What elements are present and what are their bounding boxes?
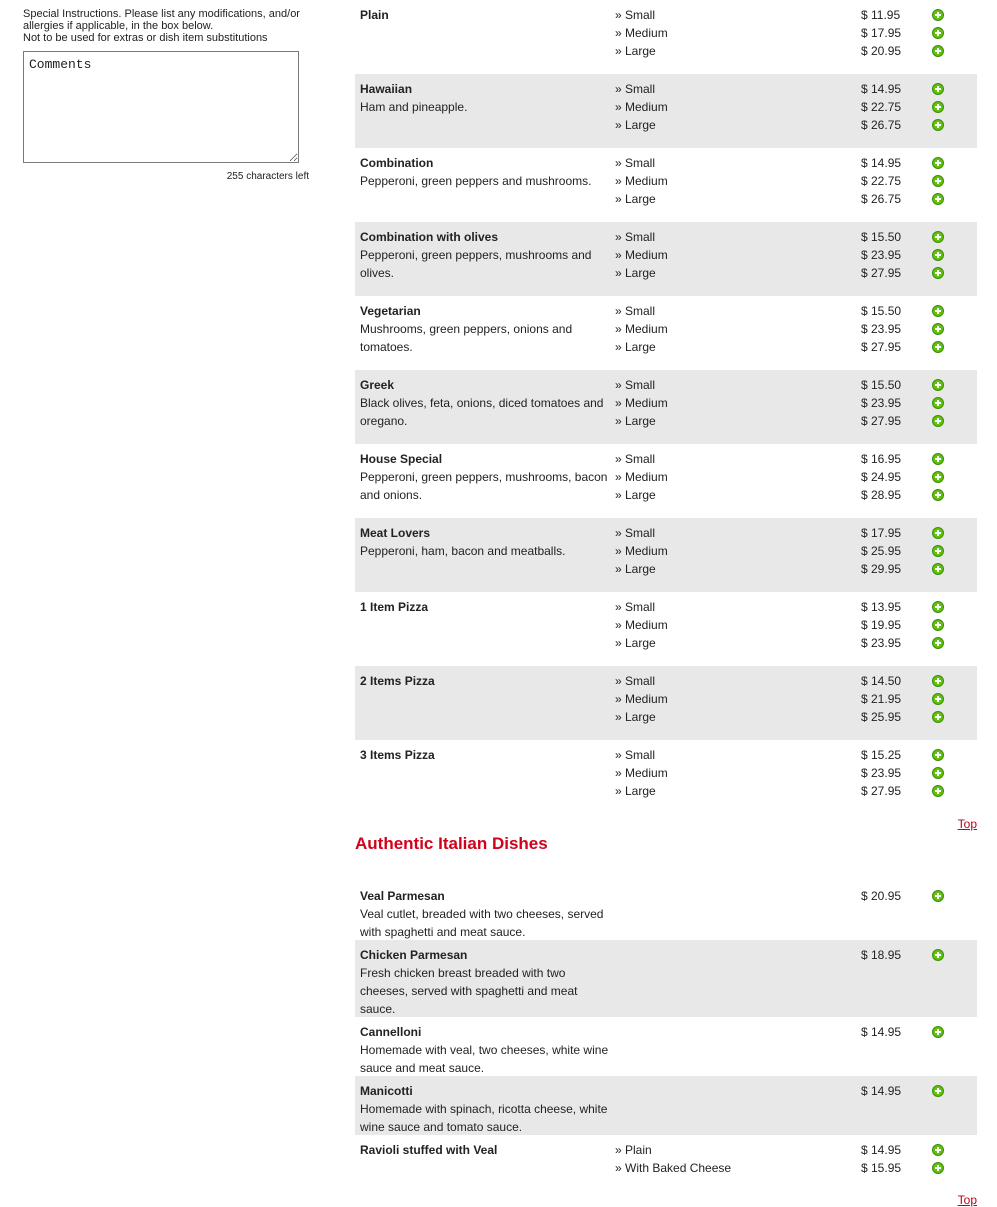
option-price: $ 20.95 (861, 44, 902, 58)
plus-circle-icon (932, 693, 944, 705)
item-details (360, 6, 615, 74)
item-options (615, 80, 972, 148)
option-label (615, 887, 861, 905)
item-options (615, 672, 972, 740)
size-option (615, 450, 972, 468)
plus-circle-icon (932, 9, 944, 21)
comments-textarea[interactable] (23, 51, 299, 163)
add-to-order-button[interactable] (930, 1023, 946, 1041)
item-details (360, 302, 615, 370)
plus-circle-icon (932, 1026, 944, 1038)
option-label: » Medium (615, 396, 668, 410)
item-details (360, 376, 615, 444)
option-price: $ 16.95 (861, 452, 902, 466)
item-options (615, 524, 972, 592)
size-option (615, 302, 972, 320)
option-label: » Large (615, 118, 656, 132)
size-option (615, 542, 972, 560)
size-option (615, 320, 972, 338)
add-to-order-button[interactable] (930, 1159, 946, 1177)
item-name: 3 Items Pizza (360, 748, 435, 762)
option-label: » Small (615, 526, 656, 540)
size-option (615, 394, 972, 412)
add-to-order-button[interactable] (930, 1082, 946, 1100)
item-details (360, 746, 615, 808)
menu-item (355, 666, 977, 740)
option-price: $ 27.95 (861, 414, 902, 428)
add-to-order-button[interactable] (930, 746, 946, 764)
add-to-order-button[interactable] (930, 80, 946, 98)
size-option (615, 264, 972, 282)
option-label: » Large (615, 488, 656, 502)
option-label: » Small (615, 674, 656, 688)
add-to-order-button[interactable] (930, 672, 946, 690)
menu-item (355, 740, 977, 808)
special-instructions-panel (23, 8, 313, 182)
option-price: $ 23.95 (861, 766, 902, 780)
item-details (360, 154, 615, 222)
option-label: » Medium (615, 618, 668, 632)
menu-content (355, 0, 977, 1207)
add-to-order-button[interactable] (930, 764, 946, 782)
size-option (615, 246, 972, 264)
option-label: » Small (615, 378, 656, 392)
add-to-order-button[interactable] (930, 228, 946, 246)
option-price: $ 14.95 (861, 1025, 902, 1039)
option-label: » Large (615, 340, 656, 354)
plus-circle-icon (932, 157, 944, 169)
size-option (615, 190, 972, 208)
item-name: Ravioli stuffed with Veal (360, 1143, 498, 1157)
add-to-order-button[interactable] (930, 486, 946, 504)
option-price: $ 15.95 (861, 1161, 902, 1175)
option-label: » Small (615, 8, 656, 22)
option-price: $ 25.95 (861, 710, 902, 724)
add-to-order-button[interactable] (930, 1141, 946, 1159)
option-price: $ 14.50 (861, 674, 902, 688)
instructions-text: Special Instructions. Please list any modifications, and/or allergies if applicable, in the box below. (23, 8, 300, 32)
plus-circle-icon (932, 453, 944, 465)
size-option (615, 764, 972, 782)
item-name: Vegetarian (360, 304, 421, 318)
option-price: $ 15.50 (861, 378, 902, 392)
add-to-order-button[interactable] (930, 690, 946, 708)
plus-circle-icon (932, 83, 944, 95)
menu-item (355, 1017, 977, 1076)
menu-item (355, 518, 977, 592)
size-option (615, 1023, 972, 1041)
item-options (615, 376, 972, 444)
plus-circle-icon (932, 323, 944, 335)
item-description: Pepperoni, green peppers, mushrooms, bacon and onions. (360, 470, 608, 502)
item-options (615, 228, 972, 296)
item-details (360, 598, 615, 666)
plus-circle-icon (932, 193, 944, 205)
size-option (615, 1082, 972, 1100)
option-price: $ 11.95 (861, 8, 901, 22)
add-to-order-button[interactable] (930, 246, 946, 264)
plus-circle-icon (932, 267, 944, 279)
item-details (360, 946, 615, 1017)
plus-circle-icon (932, 637, 944, 649)
item-name: 1 Item Pizza (360, 600, 429, 614)
option-price: $ 13.95 (861, 600, 902, 614)
option-price: $ 22.75 (861, 174, 902, 188)
option-label (615, 1023, 861, 1041)
item-options (615, 6, 972, 74)
option-label: » Medium (615, 766, 668, 780)
option-label: » Large (615, 192, 656, 206)
item-options (615, 154, 972, 222)
option-price: $ 15.50 (861, 230, 902, 244)
option-price: $ 23.95 (861, 396, 902, 410)
menu-item (355, 296, 977, 370)
plus-circle-icon (932, 1162, 944, 1174)
menu-item (355, 0, 977, 74)
option-price: $ 15.50 (861, 304, 902, 318)
size-option (615, 1159, 972, 1177)
option-price: $ 20.95 (861, 889, 902, 903)
add-to-order-button[interactable] (930, 264, 946, 282)
add-to-order-button[interactable] (930, 394, 946, 412)
plus-circle-icon (932, 563, 944, 575)
add-to-order-button[interactable] (930, 450, 946, 468)
option-price: $ 14.95 (861, 1084, 902, 1098)
option-price: $ 26.75 (861, 192, 902, 206)
size-option (615, 634, 972, 652)
add-to-order-button[interactable] (930, 302, 946, 320)
option-price: $ 27.95 (861, 784, 902, 798)
menu-item (355, 1076, 977, 1135)
plus-circle-icon (932, 27, 944, 39)
item-description: Homemade with spinach, ricotta cheese, white wine sauce and tomato sauce. (360, 1102, 608, 1134)
size-option (615, 80, 972, 98)
size-option (615, 42, 972, 60)
plus-circle-icon (932, 767, 944, 779)
option-label: » Small (615, 600, 656, 614)
option-price: $ 22.75 (861, 100, 902, 114)
size-option (615, 98, 972, 116)
option-label: » Medium (615, 174, 668, 188)
menu-item (355, 881, 977, 940)
option-label: » Large (615, 266, 656, 280)
item-name: Hawaiian (360, 82, 413, 96)
add-to-order-button[interactable] (930, 782, 946, 800)
option-label: » Large (615, 414, 656, 428)
item-description: Homemade with veal, two cheeses, white wine sauce and meat sauce. (360, 1043, 609, 1075)
plus-circle-icon (932, 601, 944, 613)
plus-circle-icon (932, 305, 944, 317)
plus-circle-icon (932, 890, 944, 902)
menu-item (355, 222, 977, 296)
plus-circle-icon (932, 231, 944, 243)
size-option (615, 946, 972, 964)
item-options (615, 1141, 972, 1191)
item-details (360, 672, 615, 740)
add-to-order-button[interactable] (930, 154, 946, 172)
item-options (615, 450, 972, 518)
plus-circle-icon (932, 949, 944, 961)
size-option (615, 746, 972, 764)
option-label (615, 946, 861, 964)
option-price: $ 23.95 (861, 636, 902, 650)
plus-circle-icon (932, 175, 944, 187)
size-option (615, 708, 972, 726)
option-price: $ 14.95 (861, 82, 902, 96)
option-label: » Medium (615, 470, 668, 484)
option-label: » Medium (615, 322, 668, 336)
item-description: Ham and pineapple. (360, 100, 468, 114)
add-to-order-button[interactable] (930, 320, 946, 338)
size-option (615, 376, 972, 394)
add-to-order-button[interactable] (930, 708, 946, 726)
option-label: » Medium (615, 26, 668, 40)
plus-circle-icon (932, 45, 944, 57)
item-description: Pepperoni, green peppers, mushrooms and olives. (360, 248, 592, 280)
add-to-order-button[interactable] (930, 338, 946, 356)
item-name: Meat Lovers (360, 526, 431, 540)
item-details (360, 80, 615, 148)
plus-circle-icon (932, 527, 944, 539)
option-price: $ 19.95 (861, 618, 902, 632)
option-price: $ 24.95 (861, 470, 902, 484)
plus-circle-icon (932, 119, 944, 131)
size-option (615, 338, 972, 356)
plus-circle-icon (932, 249, 944, 261)
pizza-list (355, 0, 977, 808)
option-label: » Large (615, 562, 656, 576)
size-option (615, 616, 972, 634)
item-name: Combination with olives (360, 230, 499, 244)
option-price: $ 26.75 (861, 118, 902, 132)
add-to-order-button[interactable] (930, 6, 946, 24)
size-option (615, 412, 972, 430)
option-price: $ 28.95 (861, 488, 902, 502)
add-to-order-button[interactable] (930, 616, 946, 634)
add-to-order-button[interactable] (930, 598, 946, 616)
menu-item (355, 940, 977, 1017)
plus-circle-icon (932, 489, 944, 501)
add-to-order-button[interactable] (930, 376, 946, 394)
option-price: $ 27.95 (861, 266, 902, 280)
plus-circle-icon (932, 1085, 944, 1097)
add-to-order-button[interactable] (930, 98, 946, 116)
item-details (360, 1023, 615, 1076)
item-options (615, 1082, 972, 1135)
plus-circle-icon (932, 471, 944, 483)
item-options (615, 946, 972, 1017)
add-to-order-button[interactable] (930, 24, 946, 42)
menu-item (355, 444, 977, 518)
plus-circle-icon (932, 1144, 944, 1156)
add-to-order-button[interactable] (930, 190, 946, 208)
option-price: $ 14.95 (861, 156, 902, 170)
item-name: Manicotti (360, 1084, 413, 1098)
size-option (615, 598, 972, 616)
plus-circle-icon (932, 545, 944, 557)
option-label: » Medium (615, 248, 668, 262)
plus-circle-icon (932, 101, 944, 113)
size-option (615, 468, 972, 486)
size-option (615, 228, 972, 246)
option-label: » Large (615, 636, 656, 650)
add-to-order-button[interactable] (930, 634, 946, 652)
plus-circle-icon (932, 785, 944, 797)
option-label: » Medium (615, 100, 668, 114)
option-label: » Small (615, 82, 656, 96)
option-label (615, 1082, 861, 1100)
italian-dishes-list (355, 881, 977, 1191)
item-name: Chicken Parmesan (360, 948, 468, 962)
item-details (360, 228, 615, 296)
plus-circle-icon (932, 415, 944, 427)
add-to-order-button[interactable] (930, 412, 946, 430)
item-description: Pepperoni, green peppers and mushrooms. (360, 174, 592, 188)
item-name: House Special (360, 452, 443, 466)
plus-circle-icon (932, 749, 944, 761)
menu-item (355, 1135, 977, 1191)
add-to-order-button[interactable] (930, 116, 946, 134)
menu-item (355, 148, 977, 222)
plus-circle-icon (932, 675, 944, 687)
option-label: » Medium (615, 692, 668, 706)
item-details (360, 524, 615, 592)
add-to-order-button[interactable] (930, 468, 946, 486)
add-to-order-button[interactable] (930, 560, 946, 578)
plus-circle-icon (932, 711, 944, 723)
add-to-order-button[interactable] (930, 524, 946, 542)
size-option (615, 690, 972, 708)
item-description: Black olives, feta, onions, diced tomatoes and oregano. (360, 396, 604, 428)
plus-circle-icon (932, 619, 944, 631)
add-to-order-button[interactable] (930, 542, 946, 560)
option-label: » Small (615, 304, 656, 318)
item-description: Pepperoni, ham, bacon and meatballs. (360, 544, 566, 558)
option-label: » Medium (615, 544, 668, 558)
top-link-italian[interactable]: Top (957, 1193, 977, 1207)
item-name: Veal Parmesan (360, 889, 445, 903)
item-details (360, 450, 615, 518)
item-details (360, 1082, 615, 1135)
item-options (615, 1023, 972, 1076)
option-price: $ 17.95 (861, 526, 902, 540)
option-price: $ 23.95 (861, 248, 902, 262)
size-option (615, 24, 972, 42)
add-to-order-button[interactable] (930, 946, 946, 964)
menu-item (355, 592, 977, 666)
option-price: $ 23.95 (861, 322, 902, 336)
plus-circle-icon (932, 397, 944, 409)
section-title-italian: Authentic Italian Dishes (355, 834, 548, 853)
item-details (360, 1141, 615, 1191)
instructions-note: Not to be used for extras or dish item substitutions (23, 32, 268, 44)
characters-left-counter: 255 characters left (226, 171, 309, 182)
add-to-order-button[interactable] (930, 42, 946, 60)
size-option (615, 1141, 972, 1159)
item-description: Fresh chicken breast breaded with two cheeses, served with spaghetti and meat sauce. (360, 966, 578, 1016)
option-price: $ 18.95 (861, 948, 902, 962)
option-label: » Small (615, 230, 656, 244)
item-description: Mushrooms, green peppers, onions and tomatoes. (360, 322, 573, 354)
option-price: $ 17.95 (861, 26, 902, 40)
option-price: $ 21.95 (861, 692, 902, 706)
size-option (615, 782, 972, 800)
menu-item (355, 74, 977, 148)
option-label: » With Baked Cheese (615, 1161, 732, 1175)
option-price: $ 14.95 (861, 1143, 902, 1157)
option-price: $ 25.95 (861, 544, 902, 558)
size-option (615, 154, 972, 172)
option-label: » Small (615, 748, 656, 762)
size-option (615, 672, 972, 690)
size-option (615, 116, 972, 134)
menu-item (355, 370, 977, 444)
item-name: 2 Items Pizza (360, 674, 435, 688)
option-label: » Small (615, 156, 656, 170)
item-options (615, 746, 972, 808)
add-to-order-button[interactable] (930, 887, 946, 905)
option-label: » Large (615, 710, 656, 724)
size-option (615, 524, 972, 542)
size-option (615, 172, 972, 190)
option-price: $ 27.95 (861, 340, 902, 354)
top-link[interactable]: Top (957, 817, 977, 831)
option-label: » Small (615, 452, 656, 466)
size-option (615, 887, 972, 905)
plus-circle-icon (932, 379, 944, 391)
size-option (615, 560, 972, 578)
item-name: Plain (360, 8, 389, 22)
size-option (615, 6, 972, 24)
item-name: Cannelloni (360, 1025, 422, 1039)
plus-circle-icon (932, 341, 944, 353)
item-name: Greek (360, 378, 395, 392)
item-details (360, 887, 615, 940)
option-price: $ 15.25 (861, 748, 902, 762)
option-price: $ 29.95 (861, 562, 902, 576)
item-name: Combination (360, 156, 434, 170)
item-options (615, 598, 972, 666)
item-options (615, 887, 972, 940)
option-label: » Large (615, 44, 656, 58)
item-options (615, 302, 972, 370)
size-option (615, 486, 972, 504)
add-to-order-button[interactable] (930, 172, 946, 190)
option-label: » Plain (615, 1143, 652, 1157)
option-label: » Large (615, 784, 656, 798)
item-description: Veal cutlet, breaded with two cheeses, served with spaghetti and meat sauce. (360, 907, 604, 939)
